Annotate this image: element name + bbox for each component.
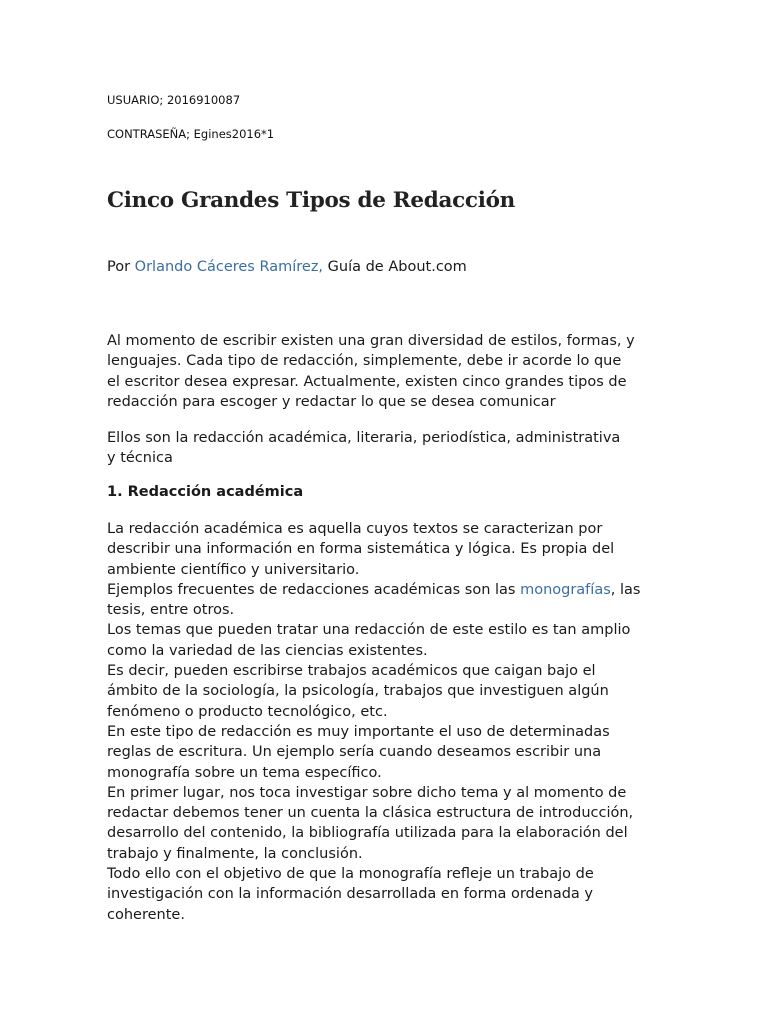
- examples-line: [107, 580, 667, 600]
- byline-prefix: Por: [107, 259, 135, 275]
- section-line: redactar debemos tener un cuenta la clásica estructura de introducción,: [107, 805, 634, 822]
- section-line: describir una información en forma sistemática y lógica. Es propia del: [107, 541, 615, 558]
- section-line: Los temas que pueden tratar una redacción de este estilo es tan amplio: [107, 622, 631, 639]
- section-line: La redacción académica es aquella cuyos textos se caracterizan por: [107, 521, 603, 537]
- types-paragraph: [107, 428, 667, 469]
- section-line: coherente.: [107, 906, 185, 923]
- byline: [107, 259, 467, 275]
- section-line: como la variedad de las ciencias existentes.: [107, 642, 428, 659]
- byline-suffix: Guía de About.com: [323, 259, 467, 275]
- examples-after: , las: [610, 581, 641, 598]
- section-line: monografía sobre un tema específico.: [107, 764, 382, 781]
- section-line: En primer lugar, nos toca investigar sobre dicho tema y al momento de: [107, 784, 627, 801]
- section-line: Todo ello con el objetivo de que la monografía refleje un trabajo de: [107, 866, 594, 883]
- section-line: ámbito de la sociología, la psicología, trabajos que investiguen algún: [107, 683, 609, 700]
- intro-line: redacción para escoger y redactar lo que se desea comunicar: [107, 393, 556, 410]
- article-title: Cinco Grandes Tipos de Redacción: [107, 188, 515, 213]
- section-line: Es decir, pueden escribirse trabajos académicos que caigan bajo el: [107, 663, 596, 680]
- types-line: y técnica: [107, 450, 173, 467]
- section-line: trabajo y finalmente, la conclusión.: [107, 845, 363, 862]
- section-line: investigación con la información desarrollada en forma ordenada y: [107, 886, 594, 903]
- types-line: Ellos son la redacción académica, literaria, periodística, administrativa: [107, 430, 621, 446]
- examples-before: Ejemplos frecuentes de redacciones académicas son las: [107, 581, 521, 598]
- intro-line: lenguajes. Cada tipo de redacción, simplemente, debe ir acorde lo que: [107, 353, 622, 370]
- author-link[interactable]: Orlando Cáceres Ramírez,: [134, 259, 324, 275]
- section-line: fenómeno o producto tecnológico, etc.: [107, 703, 388, 720]
- intro-paragraph: [107, 331, 667, 412]
- password-line: CONTRASEÑA; Egines2016*1: [107, 127, 275, 141]
- section-line: desarrollo del contenido, la bibliografía utilizada para la elaboración del: [107, 825, 628, 842]
- section-line: tesis, entre otros.: [107, 602, 235, 619]
- academic-section-body: [107, 519, 667, 925]
- username-line: USUARIO; 2016910087: [107, 93, 241, 107]
- intro-line: el escritor desea expresar. Actualmente, existen cinco grandes tipos de: [107, 373, 627, 390]
- section-line: En este tipo de redacción es muy importante el uso de determinadas: [107, 723, 610, 740]
- section-line: ambiente científico y universitario.: [107, 561, 360, 578]
- intro-line: Al momento de escribir existen una gran diversidad de estilos, formas, y: [107, 333, 635, 349]
- section-line: reglas de escritura. Un ejemplo sería cuando deseamos escribir una: [107, 744, 602, 761]
- section-heading-academic: 1. Redacción académica: [107, 484, 304, 500]
- monografias-link[interactable]: monografías: [520, 581, 611, 598]
